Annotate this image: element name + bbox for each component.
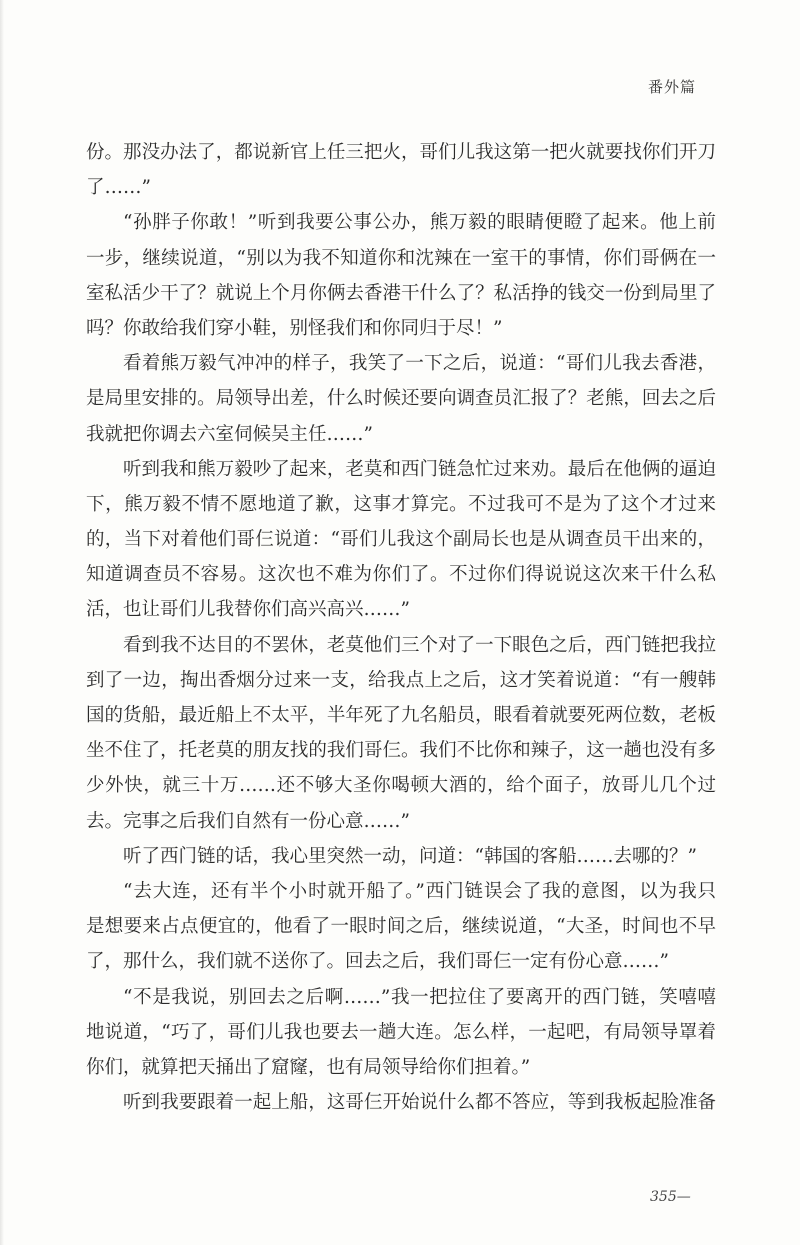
text-line: 听了西门链的话，我心里突然一动，问道：“韩国的客船……去哪的？” xyxy=(123,845,697,867)
text-line: 了，那什么，我们就不送你了。回去之后，我们哥仨一定有份心意……” xyxy=(86,951,669,973)
text-line: 去。完事之后我们自然有一份心意……” xyxy=(86,810,410,832)
text-line: 室私活少干了？就说上个月你俩去香港干什么了？私活挣的钱交一份到局里了 xyxy=(86,282,716,304)
text-line: 是想要来占点便宜的，他看了一眼时间之后，继续说道，“大圣，时间也不早 xyxy=(86,916,716,938)
text-line: 了……” xyxy=(86,177,151,199)
text-line: 听到我和熊万毅吵了起来，老莫和西门链急忙过来劝。最后在他俩的逼迫 xyxy=(123,458,716,480)
text-line: 我就把你调去六室伺候吴主任……” xyxy=(86,423,373,445)
running-header: 番外篇 xyxy=(647,78,696,96)
text-line: “去大连，还有半个小时就开船了。”西门链误会了我的意图，以为我只 xyxy=(123,880,716,902)
text-line: 的，当下对着他们哥仨说道：“哥们儿我这个副局长也是从调查员干出来的， xyxy=(86,529,716,551)
page-edge-shadow xyxy=(0,0,4,1245)
text-line: 国的货船，最近船上不太平，半年死了九名船员，眼看着就要死两位数，老板 xyxy=(86,705,716,726)
text-line: 吗？你敢给我们穿小鞋，别怪我们和你同归于尽！” xyxy=(86,317,503,339)
text-line: 下，熊万毅不情不愿地道了歉，这事才算完。不过我可不是为了这个才过来 xyxy=(86,493,716,515)
text-line: 知道调查员不容易。这次也不难为你们了。不过你们得说说这次来干什么私 xyxy=(86,564,716,586)
text-line: 看到我不达目的不罢休，老莫他们三个对了一下眼色之后，西门链把我拉 xyxy=(123,634,716,656)
text-line: “不是我说，别回去之后啊……”我一把拉住了要离开的西门链，笑嘻嘻 xyxy=(123,986,716,1008)
text-line: 一步，继续说道，“别以为我不知道你和沈辣在一室干的事情，你们哥俩在一 xyxy=(86,247,716,269)
text-line: 你们，就算把天捅出了窟窿，也有局领导给你们担着。” xyxy=(86,1056,531,1078)
text-line: “孙胖子你敢！”听到我要公事公办，熊万毅的眼睛便瞪了起来。他上前 xyxy=(123,212,716,234)
text-line: 到了一边，掏出香烟分过来一支，给我点上之后，这才笑着说道：“有一艘韩 xyxy=(86,669,716,691)
text-line: 听到我要跟着一起上船，这哥仨开始说什么都不答应，等到我板起脸准备 xyxy=(123,1092,716,1114)
text-line: 少外快，就三十万……还不够大圣你喝顿大酒的，给个面子，放哥儿几个过 xyxy=(86,775,716,797)
text-line: 地说道，“巧了，哥们儿我也要去一趟大连。怎么样，一起吧，有局领导罩着 xyxy=(86,1021,716,1043)
page-number: 355— xyxy=(650,1189,691,1205)
body-text xyxy=(86,135,716,1120)
text-line: 看着熊万毅气冲冲的样子，我笑了一下之后，说道：“哥们儿我去香港， xyxy=(123,353,716,375)
text-line: 是局里安排的。局领导出差，什么时候还要向调查员汇报了？老熊，回去之后 xyxy=(86,388,716,410)
text-line: 活，也让哥们儿我替你们高兴高兴……” xyxy=(86,599,410,621)
text-line: 份。那没办法了，都说新官上任三把火，哥们儿我这第一把火就要找你们开刀 xyxy=(86,142,716,163)
text-line: 坐不住了，托老莫的朋友找的我们哥仨。我们不比你和辣子，这一趟也没有多 xyxy=(86,740,716,762)
